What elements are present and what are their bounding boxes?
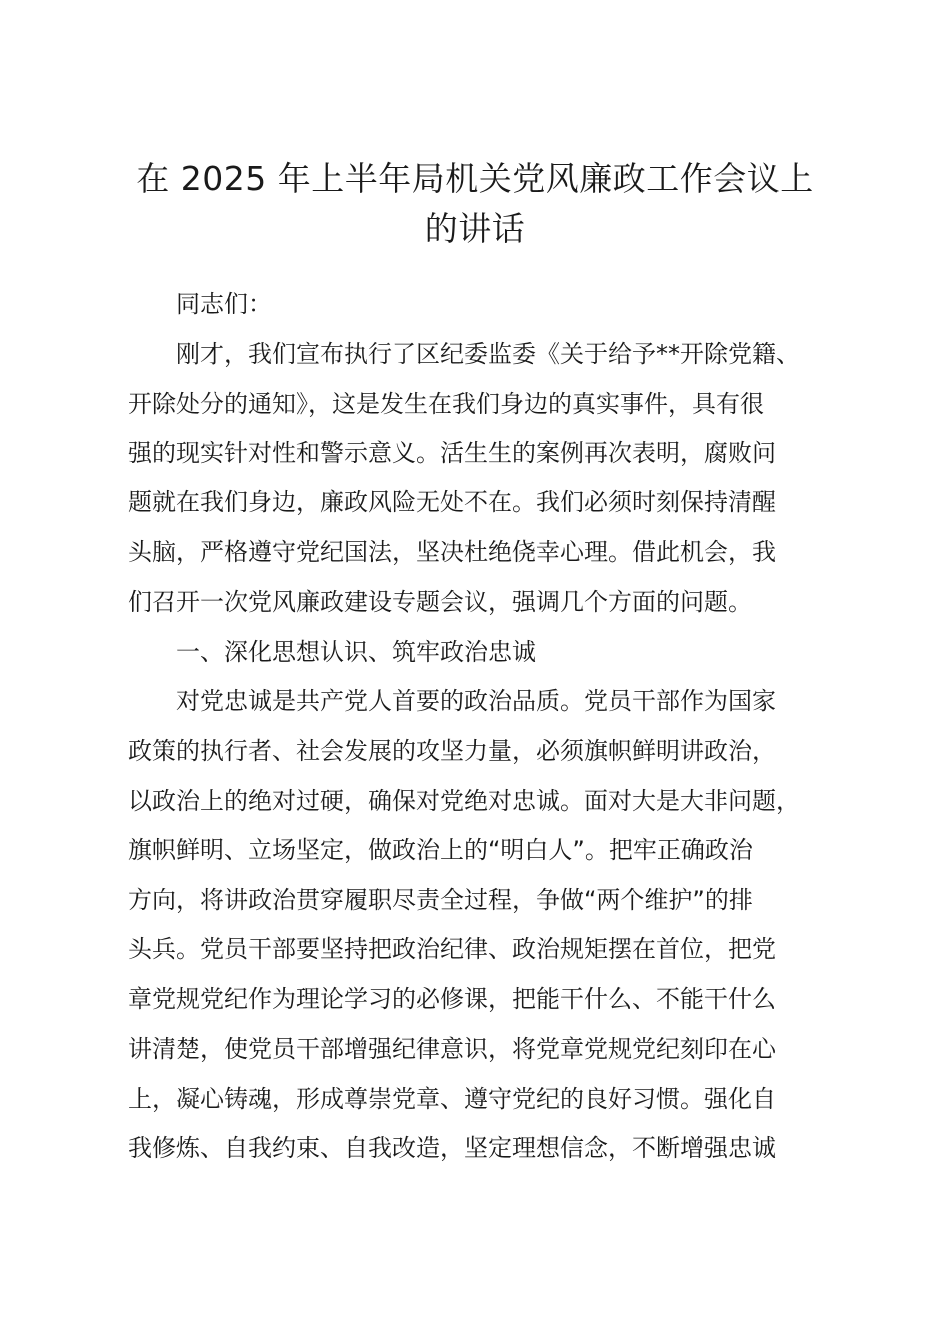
paragraph-2-line: 方向，将讲政治贯穿履职尽责全过程，争做“两个维护”的排 xyxy=(128,886,753,914)
document-title-line-2: 的讲话 xyxy=(424,209,526,248)
paragraph-2-line: 上，凝心铸魂，形成尊崇党章、遵守党纪的良好习惯。强化自 xyxy=(128,1085,776,1113)
paragraph-2-line: 讲清楚，使党员干部增强纪律意识，将党章党规党纪刻印在心 xyxy=(128,1035,776,1063)
section-1-heading: 一、深化思想认识、筑牢政治忠诚 xyxy=(176,638,536,666)
paragraph-2-line: 旗帜鲜明、立场坚定，做政治上的“明白人”。把牢正确政治 xyxy=(128,836,753,864)
paragraph-1-line: 题就在我们身边，廉政风险无处不在。我们必须时刻保持清醒 xyxy=(128,488,776,516)
paragraph-2-line: 我修炼、自我约束、自我改造，坚定理想信念，不断增强忠诚 xyxy=(128,1134,776,1162)
paragraph-1-line: 们召开一次党风廉政建设专题会议，强调几个方面的问题。 xyxy=(128,588,752,616)
document-title-line-1: 在 2025 年上半年局机关党风廉政工作会议上 xyxy=(136,159,814,198)
salutation: 同志们： xyxy=(176,290,272,318)
paragraph-1-line: 强的现实针对性和警示意义。活生生的案例再次表明，腐败问 xyxy=(128,439,776,467)
paragraph-2-line: 以政治上的绝对过硬，确保对党绝对忠诚。面对大是大非问题， xyxy=(128,787,800,815)
paragraph-1-line: 刚才，我们宣布执行了区纪委监委《关于给予**开除党籍、 xyxy=(176,340,800,368)
paragraph-2-line: 头兵。党员干部要坚持把政治纪律、政治规矩摆在首位，把党 xyxy=(128,935,776,963)
paragraph-1-line: 开除处分的通知》，这是发生在我们身边的真实事件，具有很 xyxy=(128,390,764,418)
paragraph-1-line: 头脑，严格遵守党纪国法，坚决杜绝侥幸心理。借此机会，我 xyxy=(128,538,776,566)
paragraph-2-line: 章党规党纪作为理论学习的必修课，把能干什么、不能干什么 xyxy=(128,985,776,1013)
paragraph-2-line: 对党忠诚是共产党人首要的政治品质。党员干部作为国家 xyxy=(176,687,776,715)
paragraph-2-line: 政策的执行者、社会发展的攻坚力量，必须旗帜鲜明讲政治， xyxy=(128,737,776,765)
